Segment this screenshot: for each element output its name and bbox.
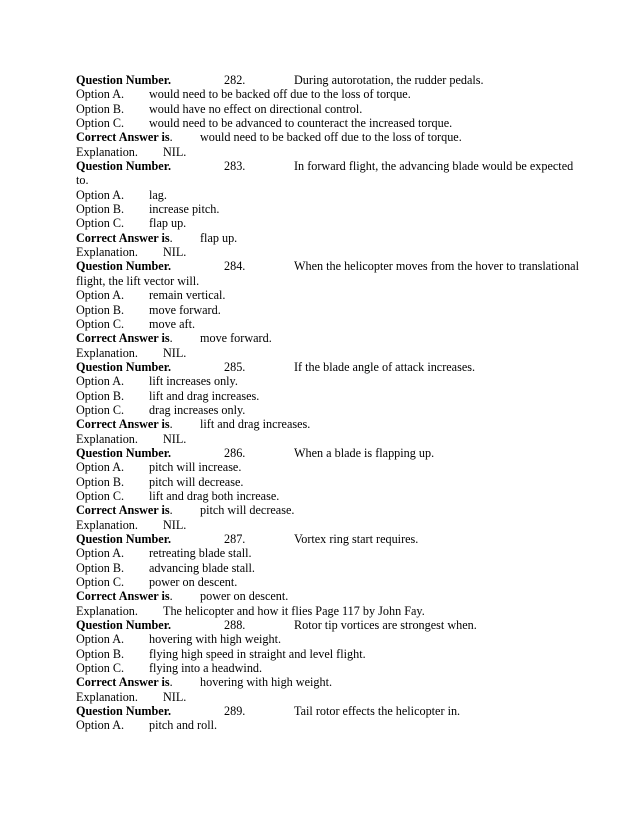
explanation xyxy=(76,145,548,159)
option-c xyxy=(76,216,548,230)
option-c-text: drag increases only. xyxy=(149,402,246,417)
option-c-label: Option C. xyxy=(76,216,125,231)
option-b xyxy=(76,389,548,403)
question-text: When a blade is flapping up. xyxy=(294,445,435,460)
option-a-text: pitch will increase. xyxy=(149,460,242,475)
question-number-label: Question Number. xyxy=(76,704,172,719)
option-c-text: power on descent. xyxy=(149,575,238,590)
explanation-text: NIL. xyxy=(163,144,187,159)
explanation-label: Explanation. xyxy=(76,345,138,360)
explanation xyxy=(76,432,548,446)
correct-answer-text: lift and drag increases. xyxy=(200,417,311,432)
correct-answer xyxy=(76,130,548,144)
option-b-label: Option B. xyxy=(76,474,125,489)
question-block xyxy=(76,446,548,532)
option-c-label: Option C. xyxy=(76,661,125,676)
explanation-label: Explanation. xyxy=(76,517,138,532)
question-number-label: Question Number. xyxy=(76,618,172,633)
option-b-text: pitch will decrease. xyxy=(149,474,244,489)
question-text: In forward flight, the advancing blade would be expected xyxy=(294,159,574,174)
question-text: If the blade angle of attack increases. xyxy=(294,359,476,374)
option-a xyxy=(76,374,548,388)
correct-answer-dot: . xyxy=(169,417,173,432)
option-a xyxy=(76,632,548,646)
question-number-label: Question Number. xyxy=(76,73,172,87)
option-a xyxy=(76,718,548,732)
option-b-label: Option B. xyxy=(76,388,125,403)
option-a-text: lag. xyxy=(149,187,167,202)
correct-answer-label: Correct Answer is xyxy=(76,230,170,245)
option-b-text: would have no effect on directional control. xyxy=(149,101,363,116)
option-c xyxy=(76,575,548,589)
correct-answer-dot: . xyxy=(169,130,173,145)
option-b xyxy=(76,102,548,116)
explanation-text: NIL. xyxy=(163,431,187,446)
option-c-label: Option C. xyxy=(76,316,125,331)
question-number: 284. xyxy=(224,259,246,274)
correct-answer xyxy=(76,417,548,431)
question-number-label: Question Number. xyxy=(76,359,172,374)
option-c-text: would need to be advanced to counteract the increased torque. xyxy=(149,116,453,131)
option-b xyxy=(76,647,548,661)
option-c-label: Option C. xyxy=(76,116,125,131)
question-number: 285. xyxy=(224,359,246,374)
explanation-text: NIL. xyxy=(163,245,187,260)
option-c-label: Option C. xyxy=(76,488,125,503)
question-number: 283. xyxy=(224,159,246,174)
correct-answer-dot: . xyxy=(169,589,173,604)
correct-answer-text: power on descent. xyxy=(200,589,289,604)
question-number: 286. xyxy=(224,445,246,460)
question-line xyxy=(76,259,579,274)
question-number-label: Question Number. xyxy=(76,159,172,174)
question-block xyxy=(76,73,548,159)
correct-answer xyxy=(76,503,548,517)
option-c-label: Option C. xyxy=(76,575,125,590)
question-block xyxy=(76,360,548,446)
question-line xyxy=(76,704,548,718)
correct-answer xyxy=(76,231,548,245)
explanation xyxy=(76,518,548,532)
question-text-continued: flight, the lift vector will. xyxy=(76,273,200,288)
option-b xyxy=(76,202,548,216)
option-b-text: increase pitch. xyxy=(149,202,220,217)
question-number: 282. xyxy=(224,73,246,87)
correct-answer-text: hovering with high weight. xyxy=(200,675,333,690)
question-line xyxy=(76,73,548,87)
correct-answer-label: Correct Answer is xyxy=(76,130,170,145)
option-a-label: Option A. xyxy=(76,718,125,733)
option-b xyxy=(76,475,548,489)
question-number-label: Question Number. xyxy=(76,445,172,460)
option-b-label: Option B. xyxy=(76,646,125,661)
explanation-text: NIL. xyxy=(163,689,187,704)
question-text: During autorotation, the rudder pedals. xyxy=(294,73,484,87)
option-a-label: Option A. xyxy=(76,632,125,647)
option-b-text: flying high speed in straight and level flight. xyxy=(149,646,366,661)
option-c-text: flap up. xyxy=(149,216,187,231)
explanation-text: The helicopter and how it flies Page 117 by John Fay. xyxy=(163,603,425,618)
option-a xyxy=(76,546,548,560)
option-a xyxy=(76,188,548,202)
correct-answer-text: move forward. xyxy=(200,331,272,346)
option-b-label: Option B. xyxy=(76,560,125,575)
question-block xyxy=(76,259,579,360)
option-b xyxy=(76,561,548,575)
question-line xyxy=(76,446,548,460)
explanation xyxy=(76,604,548,618)
option-a-label: Option A. xyxy=(76,460,125,475)
correct-answer xyxy=(76,589,548,603)
option-c xyxy=(76,489,548,503)
question-block xyxy=(76,159,574,260)
option-b-label: Option B. xyxy=(76,302,125,317)
option-c xyxy=(76,661,548,675)
question-line xyxy=(76,360,548,374)
question-line xyxy=(76,532,548,546)
option-a-text: would need to be backed off due to the loss of torque. xyxy=(149,87,411,102)
correct-answer-label: Correct Answer is xyxy=(76,331,170,346)
question-number-label: Question Number. xyxy=(76,532,172,546)
explanation-label: Explanation. xyxy=(76,689,138,704)
question-text: Tail rotor effects the helicopter in. xyxy=(294,704,461,719)
correct-answer xyxy=(76,675,548,689)
correct-answer-label: Correct Answer is xyxy=(76,675,170,690)
question-block xyxy=(76,532,548,618)
option-c-label: Option C. xyxy=(76,402,125,417)
option-a xyxy=(76,460,548,474)
correct-answer-text: flap up. xyxy=(200,230,238,245)
option-a-label: Option A. xyxy=(76,187,125,202)
question-block xyxy=(76,704,548,733)
correct-answer-dot: . xyxy=(169,503,173,518)
option-a-label: Option A. xyxy=(76,288,125,303)
explanation-label: Explanation. xyxy=(76,144,138,159)
explanation xyxy=(76,346,548,360)
explanation xyxy=(76,690,548,704)
correct-answer-dot: . xyxy=(169,230,173,245)
option-a xyxy=(76,288,548,302)
option-b-label: Option B. xyxy=(76,101,125,116)
correct-answer xyxy=(76,331,548,345)
explanation-label: Explanation. xyxy=(76,603,138,618)
explanation-label: Explanation. xyxy=(76,431,138,446)
question-number: 289. xyxy=(224,704,246,719)
option-b-text: advancing blade stall. xyxy=(149,560,255,575)
question-number-label: Question Number. xyxy=(76,259,172,274)
option-c xyxy=(76,317,548,331)
question-text: Rotor tip vortices are strongest when. xyxy=(294,618,477,633)
question-number: 288. xyxy=(224,618,246,633)
option-c-text: flying into a headwind. xyxy=(149,661,263,676)
document-page xyxy=(76,73,579,733)
question-number: 287. xyxy=(224,532,246,546)
explanation-label: Explanation. xyxy=(76,245,138,260)
option-c-text: lift and drag both increase. xyxy=(149,488,280,503)
option-b-text: move forward. xyxy=(149,302,221,317)
explanation xyxy=(76,245,548,259)
correct-answer-text: would need to be backed off due to the loss of torque. xyxy=(200,130,462,145)
option-c xyxy=(76,403,548,417)
correct-answer-dot: . xyxy=(169,675,173,690)
option-a-label: Option A. xyxy=(76,546,125,561)
option-a-text: remain vertical. xyxy=(149,288,226,303)
option-a-text: retreating blade stall. xyxy=(149,546,252,561)
question-text: When the helicopter moves from the hover to translational xyxy=(294,259,579,274)
option-a-label: Option A. xyxy=(76,87,125,102)
option-c xyxy=(76,116,548,130)
correct-answer-label: Correct Answer is xyxy=(76,589,170,604)
correct-answer-label: Correct Answer is xyxy=(76,503,170,518)
option-b-label: Option B. xyxy=(76,202,125,217)
question-text: Vortex ring start requires. xyxy=(294,532,419,546)
correct-answer-dot: . xyxy=(169,331,173,346)
option-a-text: hovering with high weight. xyxy=(149,632,282,647)
option-a-label: Option A. xyxy=(76,374,125,389)
option-c-text: move aft. xyxy=(149,316,196,331)
question-text-continued: to. xyxy=(76,173,89,188)
option-b xyxy=(76,303,548,317)
option-b-text: lift and drag increases. xyxy=(149,388,260,403)
option-a-text: lift increases only. xyxy=(149,374,238,389)
explanation-text: NIL. xyxy=(163,345,187,360)
question-block xyxy=(76,618,548,704)
explanation-text: NIL. xyxy=(163,517,187,532)
question-line xyxy=(76,159,574,174)
correct-answer-label: Correct Answer is xyxy=(76,417,170,432)
question-line xyxy=(76,618,548,632)
option-a xyxy=(76,87,548,101)
option-a-text: pitch and roll. xyxy=(149,718,218,733)
correct-answer-text: pitch will decrease. xyxy=(200,503,295,518)
